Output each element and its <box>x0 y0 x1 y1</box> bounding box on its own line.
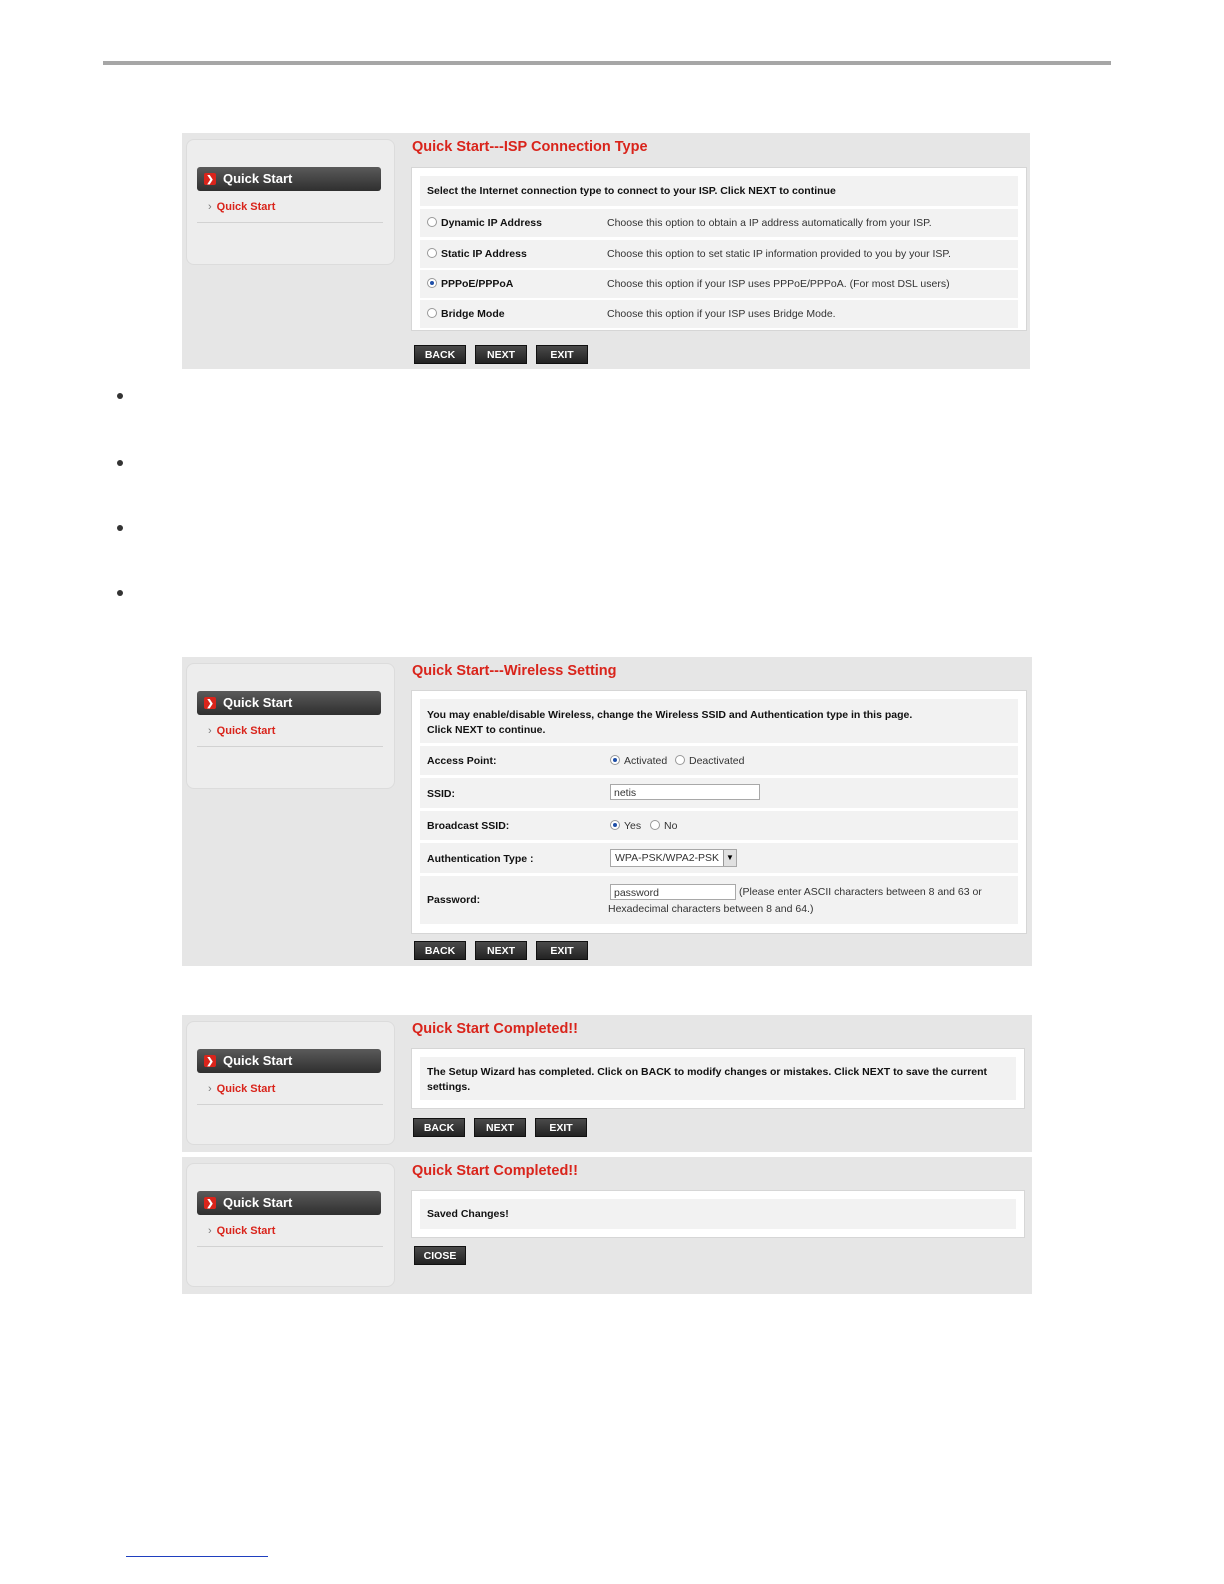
bullet-point <box>117 590 123 596</box>
option-dynamic-ip[interactable] <box>427 217 542 229</box>
next-button[interactable]: NEXT <box>474 1118 526 1137</box>
page-title: Quick Start---Wireless Setting <box>412 663 617 679</box>
next-button[interactable]: NEXT <box>475 941 527 960</box>
footer-link-underline[interactable] <box>126 1556 268 1557</box>
access-point-label: Access Point: <box>427 755 497 767</box>
sidebar-header <box>197 691 381 715</box>
access-point-activated[interactable] <box>610 755 667 767</box>
radio-button-selected[interactable] <box>427 278 437 288</box>
sidebar-header <box>197 1049 381 1073</box>
sidebar-divider <box>197 1104 383 1105</box>
sidebar-item-label: Quick Start <box>216 1083 276 1095</box>
option-row[interactable] <box>420 300 1018 328</box>
saved-message-box <box>411 1190 1025 1238</box>
close-button[interactable]: CIOSE <box>414 1246 466 1265</box>
message-row <box>420 1057 1016 1100</box>
auth-type-select[interactable] <box>610 849 737 867</box>
password-row <box>420 876 1018 924</box>
exit-button[interactable]: EXIT <box>535 1118 587 1137</box>
ssid-input[interactable]: netis <box>610 784 760 800</box>
radio-button[interactable] <box>675 755 685 765</box>
isp-connection-panel <box>182 133 1030 369</box>
option-label: Bridge Mode <box>441 308 505 320</box>
sidebar-item-label: Quick Start <box>216 1225 276 1237</box>
arrow-right-icon: › <box>208 1225 212 1237</box>
instruction-text: Select the Internet connection type to connect to your ISP. Click NEXT to continue <box>427 185 836 197</box>
password-label: Password: <box>427 894 481 906</box>
sidebar-header <box>197 167 381 191</box>
bullet-point <box>117 393 123 399</box>
chevron-right-icon: ❯ <box>204 697 216 709</box>
radio-label: Activated <box>624 755 668 767</box>
bullet-point <box>117 460 123 466</box>
instruction-text: Click NEXT to continue. <box>427 724 546 736</box>
saved-message: Saved Changes! <box>427 1208 509 1220</box>
option-bridge-mode[interactable] <box>427 308 505 320</box>
sidebar <box>186 663 395 789</box>
sidebar-divider <box>197 1246 383 1247</box>
radio-label: Yes <box>624 820 642 832</box>
sidebar <box>186 1163 395 1287</box>
radio-button[interactable] <box>427 308 437 318</box>
option-static-ip[interactable] <box>427 248 527 260</box>
auth-type-label: Authentication Type : <box>427 853 534 865</box>
sidebar-header-label: Quick Start <box>223 1053 293 1068</box>
arrow-right-icon: › <box>208 725 212 737</box>
access-point-deactivated[interactable] <box>675 755 744 767</box>
exit-button[interactable]: EXIT <box>536 941 588 960</box>
header-rule <box>103 61 1111 65</box>
dropdown-arrow-icon[interactable]: ▼ <box>723 850 736 866</box>
bullet-point <box>117 525 123 531</box>
broadcast-ssid-label: Broadcast SSID: <box>427 820 510 832</box>
completion-message-box <box>411 1048 1025 1109</box>
radio-button[interactable] <box>650 820 660 830</box>
sidebar-header-label: Quick Start <box>223 1195 293 1210</box>
ssid-row <box>420 778 1018 808</box>
radio-button[interactable] <box>427 248 437 258</box>
auth-type-value: WPA-PSK/WPA2-PSK <box>615 852 720 864</box>
password-input[interactable]: password <box>610 884 736 900</box>
password-hint: (Please enter ASCII characters between 8 and 63 or <box>739 886 982 898</box>
option-pppoe[interactable] <box>427 278 513 290</box>
instruction-row <box>420 176 1018 206</box>
sidebar <box>186 1021 395 1145</box>
page-title: Quick Start Completed!! <box>412 1163 578 1179</box>
sidebar-item-label: Quick Start <box>216 201 276 213</box>
option-row[interactable] <box>420 209 1018 237</box>
next-button[interactable]: NEXT <box>475 345 527 364</box>
sidebar <box>186 139 395 265</box>
arrow-right-icon: › <box>208 201 212 213</box>
sidebar-divider <box>197 222 383 223</box>
ssid-label: SSID: <box>427 788 456 800</box>
wireless-form-box <box>411 690 1027 934</box>
back-button[interactable]: BACK <box>414 941 466 960</box>
password-hint: Hexadecimal characters between 8 and 64.) <box>608 903 814 915</box>
radio-button-selected[interactable] <box>610 755 620 765</box>
option-description: Choose this option if your ISP uses Bridge Mode. <box>607 308 836 320</box>
radio-label: No <box>664 820 678 832</box>
option-row[interactable] <box>420 270 1018 298</box>
chevron-right-icon: ❯ <box>204 173 216 185</box>
sidebar-item-quick-start[interactable] <box>208 1225 275 1237</box>
instruction-text: You may enable/disable Wireless, change the Wireless SSID and Authentication type in this page. <box>427 709 913 721</box>
back-button[interactable]: BACK <box>413 1118 465 1137</box>
back-button[interactable]: BACK <box>414 345 466 364</box>
option-row[interactable] <box>420 240 1018 268</box>
broadcast-yes[interactable] <box>610 820 641 832</box>
option-label: PPPoE/PPPoA <box>441 278 514 290</box>
sidebar-header-label: Quick Start <box>223 171 293 186</box>
sidebar-divider <box>197 746 383 747</box>
sidebar-header-label: Quick Start <box>223 695 293 710</box>
option-label: Dynamic IP Address <box>441 217 542 229</box>
isp-options-box <box>411 167 1027 331</box>
message-row <box>420 1199 1016 1229</box>
broadcast-ssid-row <box>420 811 1018 840</box>
access-point-row <box>420 746 1018 775</box>
sidebar-header <box>197 1191 381 1215</box>
sidebar-item-label: Quick Start <box>216 725 276 737</box>
sidebar-item-quick-start[interactable] <box>208 1083 275 1095</box>
page-title: Quick Start Completed!! <box>412 1021 578 1037</box>
radio-button[interactable] <box>427 217 437 227</box>
option-description: Choose this option to set static IP information provided to you by your ISP. <box>607 248 951 260</box>
chevron-right-icon: ❯ <box>204 1197 216 1209</box>
wireless-setting-panel <box>182 657 1032 966</box>
radio-label: Deactivated <box>689 755 745 767</box>
auth-type-row <box>420 843 1018 873</box>
completion-message: The Setup Wizard has completed. Click on BACK to modify changes or mistakes. Click NEXT to save the current <box>427 1066 988 1078</box>
instruction-row <box>420 699 1018 743</box>
option-description: Choose this option if your ISP uses PPPoE/PPPoA. (For most DSL users) <box>607 278 950 290</box>
broadcast-no[interactable] <box>650 820 677 832</box>
completion-message: settings. <box>427 1081 471 1093</box>
option-label: Static IP Address <box>441 248 527 260</box>
saved-panel <box>182 1157 1032 1294</box>
page-title: Quick Start---ISP Connection Type <box>412 139 648 155</box>
sidebar-item-quick-start[interactable] <box>208 201 275 213</box>
radio-button-selected[interactable] <box>610 820 620 830</box>
option-description: Choose this option to obtain a IP address automatically from your ISP. <box>607 217 932 229</box>
sidebar-item-quick-start[interactable] <box>208 725 275 737</box>
exit-button[interactable]: EXIT <box>536 345 588 364</box>
chevron-right-icon: ❯ <box>204 1055 216 1067</box>
completion-panel <box>182 1015 1032 1152</box>
arrow-right-icon: › <box>208 1083 212 1095</box>
